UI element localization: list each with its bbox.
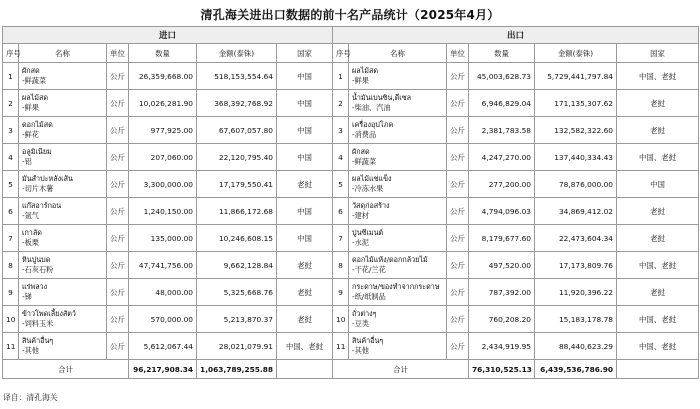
- import-product-name: [19, 306, 107, 333]
- export-unit: 公斤: [447, 252, 469, 279]
- import-unit: 公斤: [107, 90, 129, 117]
- export-product-name-thai: ปูนซีเมนต์: [352, 228, 384, 237]
- import-product-name-chinese: -鲜果: [22, 103, 39, 112]
- export-qty: 277,200.00: [469, 171, 535, 198]
- import-country: 中国: [277, 90, 333, 117]
- import-qty: 977,925.00: [129, 117, 197, 144]
- export-row-no: 5: [333, 171, 349, 198]
- import-row-no: 7: [3, 225, 19, 252]
- import-product-name: [19, 90, 107, 117]
- export-country: 老挝: [617, 90, 699, 117]
- export-total-blank: [617, 360, 699, 379]
- export-country: 老挝: [617, 198, 699, 225]
- import-product-name-thai: อลูมิเนียม: [22, 147, 52, 156]
- import-qty: 26,359,668.00: [129, 63, 197, 90]
- export-country: 老挝: [617, 117, 699, 144]
- export-amount: 171,135,307.62: [535, 90, 617, 117]
- export-product-name: [349, 171, 447, 198]
- import-product-name: [19, 171, 107, 198]
- export-row-no: 1: [333, 63, 349, 90]
- export-qty: 4,247,270.00: [469, 144, 535, 171]
- export-product-name-chinese: -消费品: [352, 130, 377, 139]
- export-unit: 公斤: [447, 117, 469, 144]
- export-total-qty: 76,310,525.13: [469, 360, 535, 379]
- import-product-name-thai: เกาลัด: [22, 228, 42, 237]
- import-product-name: [19, 225, 107, 252]
- export-row-no: 3: [333, 117, 349, 144]
- export-unit: 公斤: [447, 171, 469, 198]
- header-unit: 单位: [107, 44, 129, 63]
- export-country: 老挝: [617, 279, 699, 306]
- import-unit: 公斤: [107, 333, 129, 360]
- export-product-name: [349, 117, 447, 144]
- export-product-name-chinese: -冷冻水果: [352, 184, 384, 193]
- header-unit: 单位: [447, 44, 469, 63]
- import-product-name-thai: ผักสด: [22, 66, 40, 75]
- export-row-no: 11: [333, 333, 349, 360]
- import-unit: 公斤: [107, 279, 129, 306]
- export-unit: 公斤: [447, 306, 469, 333]
- export-product-name-chinese: -其他: [352, 346, 369, 355]
- export-product-name-chinese: -纸/纸制品: [352, 292, 386, 301]
- export-amount: 34,869,412.02: [535, 198, 617, 225]
- export-qty: 787,392.00: [469, 279, 535, 306]
- import-qty: 5,612,067.44: [129, 333, 197, 360]
- import-qty: 207,060.00: [129, 144, 197, 171]
- trade-table: [2, 26, 699, 379]
- import-qty: 48,000.00: [129, 279, 197, 306]
- export-product-name: [349, 306, 447, 333]
- export-product-name-thai: เครื่องอุปโภค: [352, 120, 394, 129]
- table-row: [3, 63, 699, 90]
- header-no: 序号: [333, 44, 349, 63]
- import-product-name-thai: ผลไม้สด: [22, 93, 49, 102]
- import-product-name-chinese: -铝: [22, 157, 32, 166]
- import-product-name-chinese: -鲜蔬菜: [22, 76, 47, 85]
- export-amount: 137,440,334.43: [535, 144, 617, 171]
- import-unit: 公斤: [107, 198, 129, 225]
- export-amount: 11,920,396.22: [535, 279, 617, 306]
- import-product-name: [19, 63, 107, 90]
- import-row-no: 8: [3, 252, 19, 279]
- import-product-name-thai: หินปูนบด: [22, 255, 51, 264]
- export-amount: 15,183,178.78: [535, 306, 617, 333]
- header-country: 国家: [617, 44, 699, 63]
- import-qty: 47,741,756.00: [129, 252, 197, 279]
- export-product-name-thai: ผลไม้สด: [352, 66, 379, 75]
- export-product-name-thai: ถั่วต่างๆ: [352, 309, 377, 318]
- import-product-name: [19, 333, 107, 360]
- import-qty: 1,240,150.00: [129, 198, 197, 225]
- import-row-no: 3: [3, 117, 19, 144]
- export-qty: 2,381,783.58: [469, 117, 535, 144]
- export-product-name-thai: กระดาษ/ของทำจากกระดาษ: [352, 282, 440, 291]
- import-product-name-chinese: -其他: [22, 346, 39, 355]
- export-unit: 公斤: [447, 198, 469, 225]
- import-unit: 公斤: [107, 306, 129, 333]
- import-amount: 5,213,870.37: [197, 306, 277, 333]
- export-row-no: 4: [333, 144, 349, 171]
- export-amount: 88,440,623.29: [535, 333, 617, 360]
- export-product-name-chinese: -豆类: [352, 319, 369, 328]
- export-product-name-thai: สินค้าอื่นๆ: [352, 336, 384, 345]
- export-qty: 45,003,628.73: [469, 63, 535, 90]
- export-row-no: 8: [333, 252, 349, 279]
- header-amount: 金额(泰铢): [197, 44, 277, 63]
- import-amount: 17,179,550.41: [197, 171, 277, 198]
- import-product-name-chinese: -饲料玉米: [22, 319, 54, 328]
- export-unit: 公斤: [447, 63, 469, 90]
- import-total-label: 合计: [3, 360, 129, 379]
- export-row-no: 10: [333, 306, 349, 333]
- export-section-label: 出口: [333, 27, 699, 44]
- import-amount: 368,392,768.92: [197, 90, 277, 117]
- import-product-name-chinese: -锑: [22, 292, 32, 301]
- import-product-name-thai: แร่พลวง: [22, 282, 48, 291]
- export-country: 中国、老挝: [617, 63, 699, 90]
- header-qty: 数量: [469, 44, 535, 63]
- import-country: 老挝: [277, 171, 333, 198]
- export-unit: 公斤: [447, 279, 469, 306]
- import-section-label: 进口: [3, 27, 333, 44]
- import-row-no: 4: [3, 144, 19, 171]
- export-product-name-thai: ผลไม้แช่แข็ง: [352, 174, 392, 183]
- table-row: [3, 225, 699, 252]
- export-product-name: [349, 333, 447, 360]
- import-product-name-thai: ข้าวโพดเลี้ยงสัตว์: [22, 309, 76, 318]
- export-product-name-thai: วัสดุก่อสร้าง: [352, 201, 390, 210]
- import-total-blank: [277, 360, 333, 379]
- import-product-name: [19, 252, 107, 279]
- table-row: [3, 306, 699, 333]
- import-row-no: 1: [3, 63, 19, 90]
- import-total-qty: 96,217,908.34: [129, 360, 197, 379]
- export-qty: 760,208.20: [469, 306, 535, 333]
- export-product-name-thai: ดอกไม้แห้ง/ดอกกล้วยไม้: [352, 255, 428, 264]
- export-row-no: 6: [333, 198, 349, 225]
- import-unit: 公斤: [107, 117, 129, 144]
- table-row: [3, 279, 699, 306]
- header-name: 名称: [19, 44, 107, 63]
- export-amount: 5,729,441,797.84: [535, 63, 617, 90]
- export-country: 中国、老挝: [617, 144, 699, 171]
- import-amount: 10,246,608.15: [197, 225, 277, 252]
- import-amount: 67,607,057.80: [197, 117, 277, 144]
- table-row: [3, 198, 699, 225]
- export-qty: 497,520.00: [469, 252, 535, 279]
- import-unit: 公斤: [107, 63, 129, 90]
- import-amount: 9,662,128.84: [197, 252, 277, 279]
- import-qty: 570,000.00: [129, 306, 197, 333]
- export-product-name: [349, 252, 447, 279]
- export-product-name-chinese: -鲜果: [352, 76, 369, 85]
- import-product-name: [19, 144, 107, 171]
- export-product-name-thai: ผักสด: [352, 147, 370, 156]
- import-amount: 5,325,668.76: [197, 279, 277, 306]
- table-row: [3, 333, 699, 360]
- header-name: 名称: [349, 44, 447, 63]
- export-amount: 78,876,000.00: [535, 171, 617, 198]
- export-product-name-chinese: -鲜蔬菜: [352, 157, 377, 166]
- export-product-name-chinese: -水泥: [352, 238, 369, 247]
- import-country: 老挝: [277, 279, 333, 306]
- column-header-row: [3, 44, 699, 63]
- import-unit: 公斤: [107, 171, 129, 198]
- import-qty: 3,300,000.00: [129, 171, 197, 198]
- import-amount: 11,866,172.68: [197, 198, 277, 225]
- import-row-no: 5: [3, 171, 19, 198]
- import-total-amount: 1,063,789,255.88: [197, 360, 277, 379]
- export-row-no: 7: [333, 225, 349, 252]
- import-row-no: 11: [3, 333, 19, 360]
- export-amount: 22,473,604.34: [535, 225, 617, 252]
- import-product-name-chinese: -鲜花: [22, 130, 39, 139]
- import-product-name: [19, 117, 107, 144]
- import-row-no: 10: [3, 306, 19, 333]
- import-product-name-chinese: -板栗: [22, 238, 39, 247]
- table-row: [3, 171, 699, 198]
- export-row-no: 2: [333, 90, 349, 117]
- export-country: 中国、老挝: [617, 252, 699, 279]
- export-product-name: [349, 144, 447, 171]
- import-country: 中国: [277, 117, 333, 144]
- import-unit: 公斤: [107, 225, 129, 252]
- table-body: [3, 27, 699, 360]
- table-row: [3, 144, 699, 171]
- export-unit: 公斤: [447, 333, 469, 360]
- report-title: 清孔海关进出口数据的前十名产品统计（2025年4月）: [200, 8, 500, 22]
- export-product-name: [349, 198, 447, 225]
- import-qty: 10,026,281.90: [129, 90, 197, 117]
- import-product-name-chinese: -切片木薯: [22, 184, 54, 193]
- source-note: 译自：清孔海关: [3, 393, 58, 402]
- import-country: 中国、老挝: [277, 333, 333, 360]
- import-product-name: [19, 279, 107, 306]
- export-product-name: [349, 279, 447, 306]
- import-product-name-chinese: -氩气: [22, 211, 39, 220]
- import-unit: 公斤: [107, 144, 129, 171]
- export-product-name-chinese: -柴油、汽油: [352, 103, 391, 112]
- import-amount: 518,153,554.64: [197, 63, 277, 90]
- export-unit: 公斤: [447, 225, 469, 252]
- export-country: 老挝: [617, 225, 699, 252]
- import-country: 中国: [277, 63, 333, 90]
- header-qty: 数量: [129, 44, 197, 63]
- export-product-name: [349, 225, 447, 252]
- export-product-name-chinese: -干花/兰花: [352, 265, 386, 274]
- export-country: 中国、老挝: [617, 306, 699, 333]
- export-unit: 公斤: [447, 90, 469, 117]
- export-qty: 4,794,096.03: [469, 198, 535, 225]
- import-product-name-chinese: -石灰石粉: [22, 265, 54, 274]
- import-country: 中国: [277, 225, 333, 252]
- table-row: [3, 252, 699, 279]
- export-amount: 132,582,322.60: [535, 117, 617, 144]
- import-country: 老挝: [277, 252, 333, 279]
- header-amount: 金额(泰铢): [535, 44, 617, 63]
- header-no: 序号: [3, 44, 19, 63]
- export-unit: 公斤: [447, 144, 469, 171]
- export-country: 中国、老挝: [617, 333, 699, 360]
- import-row-no: 6: [3, 198, 19, 225]
- table-row: [3, 90, 699, 117]
- import-row-no: 2: [3, 90, 19, 117]
- import-product-name-thai: ดอกไม้สด: [22, 120, 53, 129]
- table-row: [3, 117, 699, 144]
- import-amount: 28,021,079.91: [197, 333, 277, 360]
- export-product-name-chinese: -建材: [352, 211, 369, 220]
- import-qty: 135,000.00: [129, 225, 197, 252]
- export-product-name-thai: น้ำมันเบนซิน,ดีเซล: [352, 93, 412, 102]
- export-total-amount: 6,439,536,786.90: [535, 360, 617, 379]
- import-country: 中国: [277, 144, 333, 171]
- import-product-name-thai: แก๊สอาร์กอน: [22, 201, 62, 210]
- import-amount: 22,120,795.40: [197, 144, 277, 171]
- import-country: 老挝: [277, 306, 333, 333]
- import-product-name-thai: สินค้าอื่นๆ: [22, 336, 54, 345]
- export-product-name: [349, 63, 447, 90]
- total-row: [3, 360, 699, 379]
- import-row-no: 9: [3, 279, 19, 306]
- section-header-row: [3, 27, 699, 44]
- export-row-no: 9: [333, 279, 349, 306]
- export-qty: 8,179,677.60: [469, 225, 535, 252]
- import-country: 中国: [277, 198, 333, 225]
- export-qty: 6,946,829.04: [469, 90, 535, 117]
- export-country: 中国: [617, 171, 699, 198]
- header-country: 国家: [277, 44, 333, 63]
- import-unit: 公斤: [107, 252, 129, 279]
- export-product-name: [349, 90, 447, 117]
- import-product-name: [19, 198, 107, 225]
- export-total-label: 合计: [333, 360, 469, 379]
- export-qty: 2,434,919.95: [469, 333, 535, 360]
- import-product-name-thai: มันสำปะหลังเส้น: [22, 174, 73, 183]
- export-amount: 17,173,809.76: [535, 252, 617, 279]
